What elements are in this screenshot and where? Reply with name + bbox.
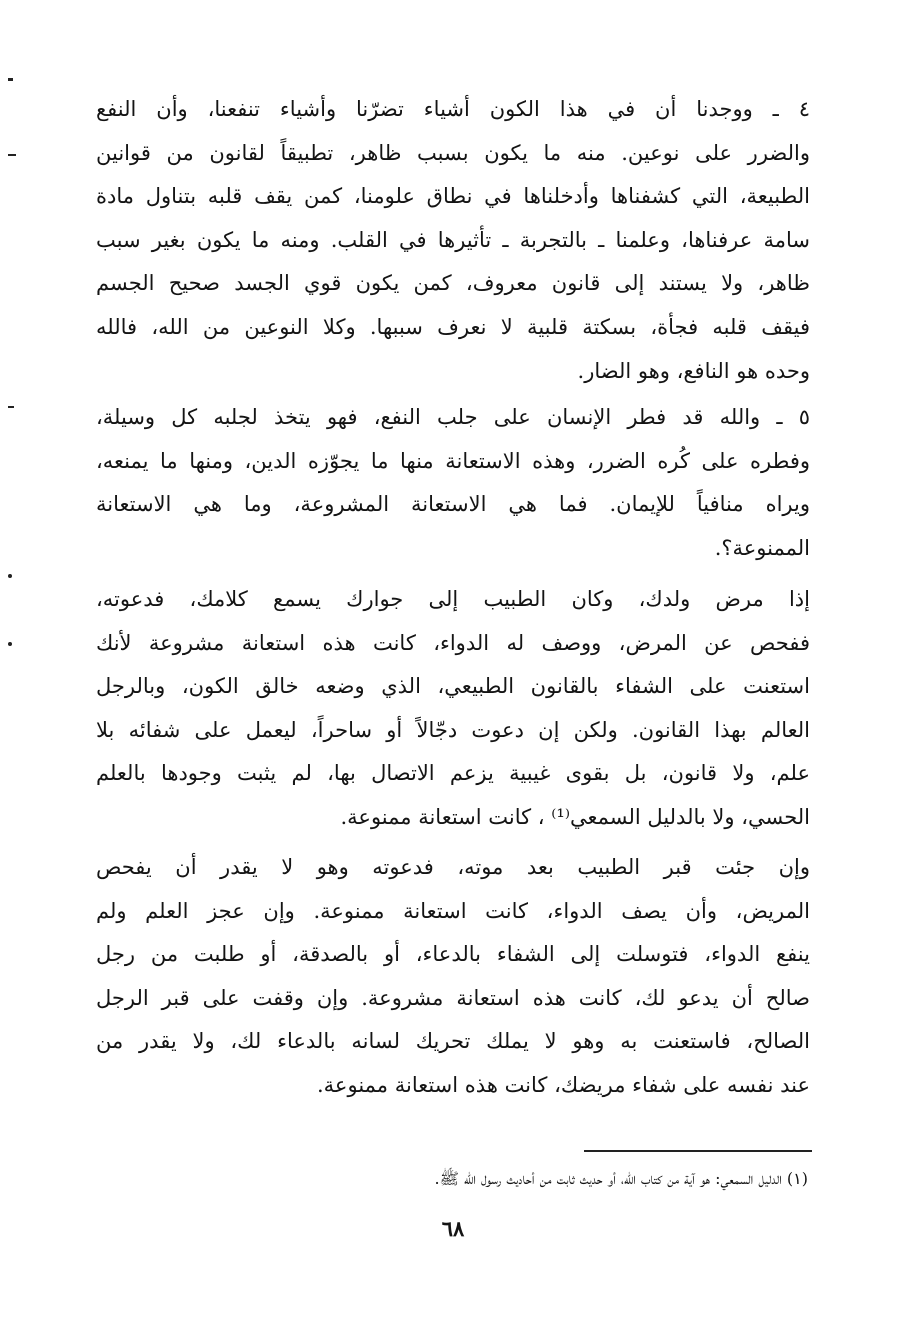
text-line: المريض، وأن يصف الدواء، كانت استعانة ممنوعة. وإن عجز العلم ولم	[96, 898, 810, 923]
text-line: الطبيعة، التي كشفناها وأدخلناها في نطاق علومنا، كمن يقف قلبه بتناول مادة	[96, 184, 810, 209]
margin-mark	[8, 78, 13, 81]
text-line: الصالح، فاستعنت به وهو لا يملك تحريك لسانه بالدعاء لك، ولا يقدر من	[96, 1029, 810, 1054]
text-line: عند نفسه على شفاء مريضك، كانت هذه استعانة ممنوعة.	[317, 1072, 810, 1097]
text-line: ٥ ـ والله قد فطر الإنسان على جلب النفع، فهو يتخذ لجلبه كل وسيلة،	[96, 405, 810, 429]
text-line: وفطره على كُره الضرر، وهذه الاستعانة منها ما يجوّزه الدين، ومنها ما يمنعه،	[96, 448, 810, 473]
margin-mark	[8, 154, 16, 156]
text-line: إذا مرض ولدك، وكان الطبيب إلى جوارك يسمع كلامك، فدعوته،	[96, 587, 810, 611]
margin-mark	[8, 574, 12, 578]
text-line: وإن جئت قبر الطبيب بعد موته، فدعوته وهو لا يقدر أن يفحص	[96, 855, 810, 879]
text-line: العالم بهذا القانون. ولكن إن دعوت دجّالاً أو ساحراً، ليعمل على شفائه بلا	[96, 717, 810, 742]
text-line: ويراه منافياً للإيمان. فما هي الاستعانة المشروعة، وما هي الاستعانة	[96, 492, 810, 517]
text-line: وحده هو النافع، وهو الضار.	[577, 358, 810, 383]
text-line: فيقف قلبه فجأة، بسكتة قلبية لا نعرف سببها. وكلا النوعين من الله، فالله	[96, 314, 810, 339]
text-line: ينفع الدواء، فتوسلت إلى الشفاء بالدعاء، أو بالصدقة، أو طلبت من رجل	[96, 942, 810, 967]
text-line: استعنت على الشفاء بالقانون الطبيعي، الذي وضعه خالق الكون، وبالرجل	[96, 674, 810, 699]
page-number: ٦٨	[441, 1216, 465, 1241]
text-line: الحسي، ولا بالدليل السمعي⁽¹⁾ ، كانت استعانة ممنوعة.	[340, 804, 810, 829]
text-line: الممنوعة؟.	[714, 535, 810, 560]
text-line: صالح أن يدعو لك، كانت هذه استعانة مشروعة. وإن وقفت على قبر الرجل	[96, 985, 810, 1010]
text-line: سامة عرفناها، وعلمنا ـ بالتجربة ـ تأثيرها في القلب. ومنه ما يكون بغير سبب	[96, 227, 810, 252]
text-line: ظاهر، ولا يستند إلى قانون معروف، كمن يكون قوي الجسد صحيح الجسم	[96, 271, 810, 296]
footnote: (١) الدليل السمعي: هو آية من كتاب الله، أو حديث ثابت من أحاديث رسول الله ﷺ.	[434, 1169, 808, 1188]
paragraph-doctor-example	[96, 578, 810, 840]
footnote-divider	[584, 1150, 812, 1152]
margin-mark	[8, 406, 14, 408]
paragraph-point-5	[96, 396, 810, 570]
text-line: علم، ولا قانون، بل بقوى غيبية يزعم الاتصال بها، لم يثبت وجودها بالعلم	[96, 761, 810, 786]
margin-mark	[8, 642, 12, 646]
text-line: ففحص عن المرض، ووصف له الدواء، كانت هذه استعانة مشروعة لأنك	[96, 630, 810, 655]
paragraph-point-4	[96, 88, 810, 393]
paragraph-grave-example	[96, 846, 810, 1108]
text-line: ٤ ـ ووجدنا أن في هذا الكون أشياء تضرّنا وأشياء تنفعنا، وأن النفع	[96, 97, 810, 121]
text-line: والضرر على نوعين. منه ما يكون بسبب ظاهر، تطبيقاً لقانون من قوانين	[96, 140, 810, 165]
